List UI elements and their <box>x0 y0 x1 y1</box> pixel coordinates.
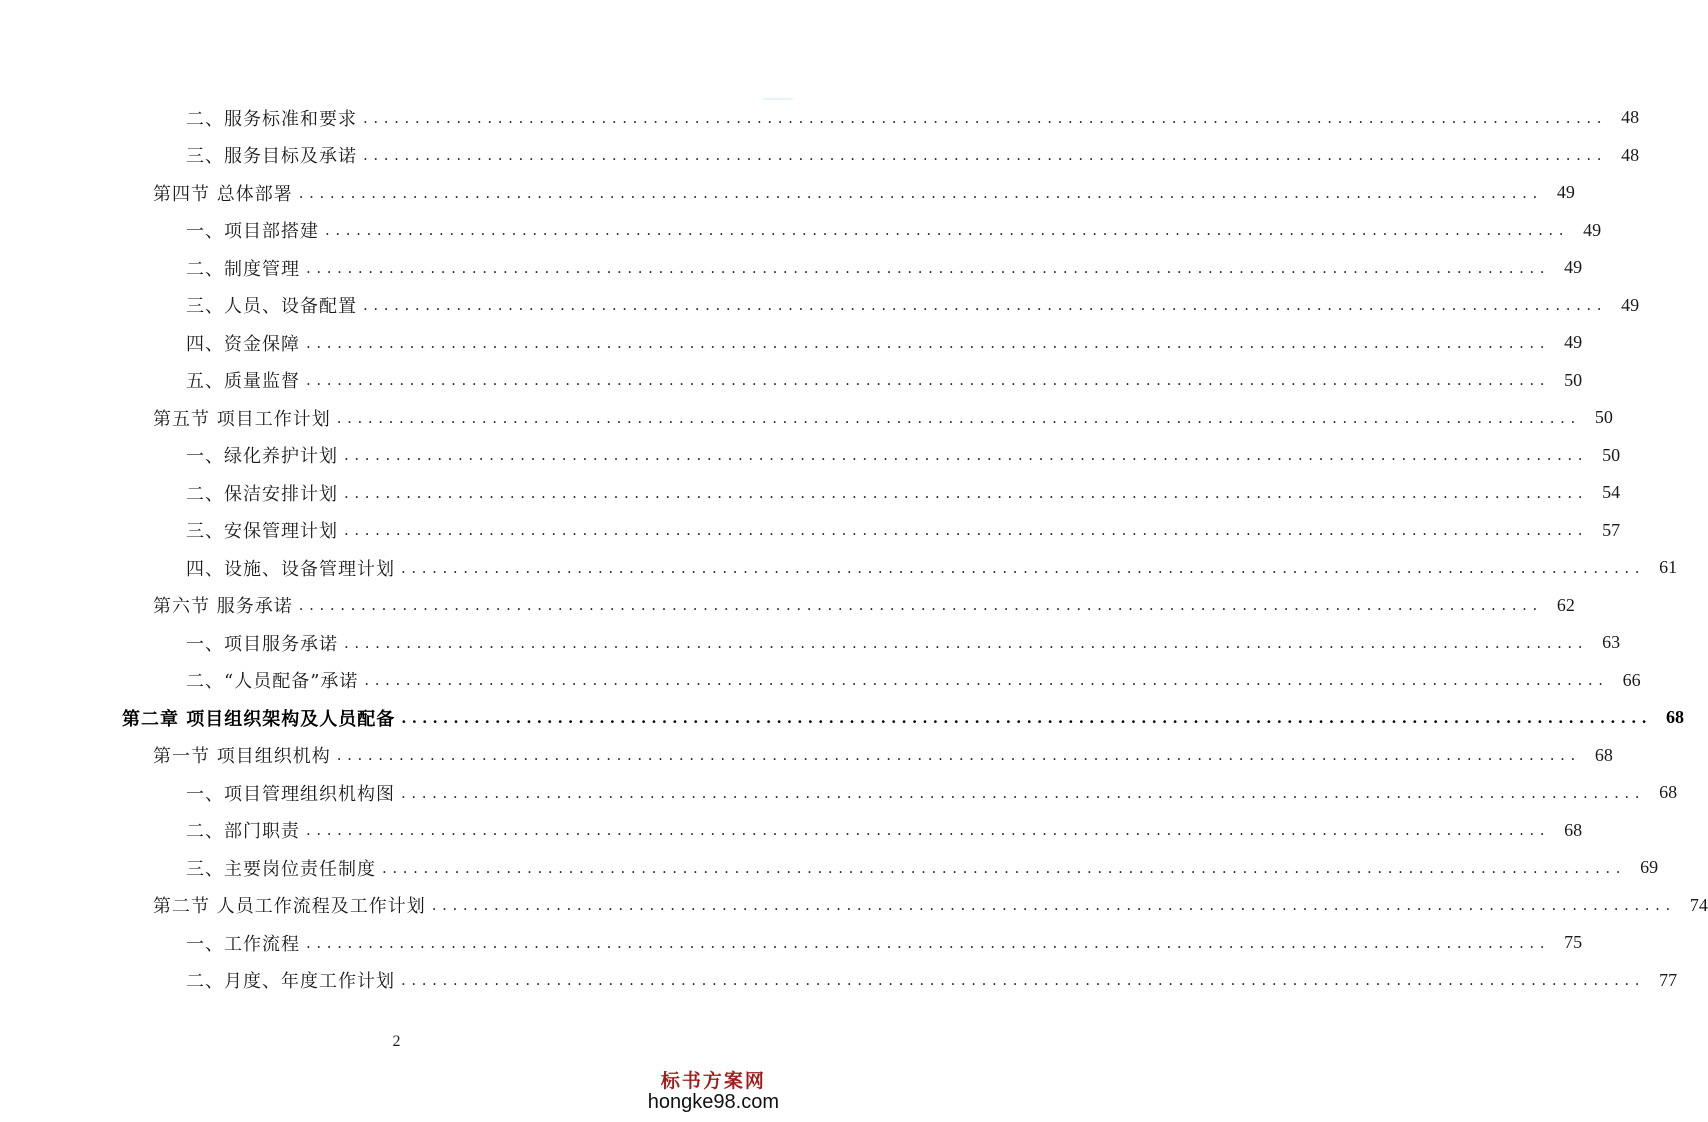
toc-entry-page: 54 <box>1602 482 1621 503</box>
toc-subsection-entry[interactable] <box>0 512 1621 550</box>
toc-subsection-entry[interactable] <box>0 774 1678 812</box>
toc-section-entry[interactable] <box>0 174 1575 212</box>
toc-section-entry[interactable] <box>0 737 1613 775</box>
toc-entry-page: 49 <box>1621 294 1640 315</box>
toc-dot-leader: ........................................................................................................................ <box>363 146 1608 165</box>
toc-entry-label: 三、人员、设备配置 <box>186 296 357 318</box>
toc-subsection-entry[interactable] <box>0 849 1659 887</box>
toc-entry-label: 二、制度管理 <box>186 258 300 280</box>
toc-entry-page: 49 <box>1564 257 1583 278</box>
toc-subsection-entry[interactable] <box>0 962 1678 1000</box>
toc-entry-label: 第四节 总体部署 <box>153 183 293 205</box>
toc-entry-label: 二、“人员配备”承诺 <box>186 671 359 693</box>
toc-entry-label: 三、服务目标及承诺 <box>186 146 357 168</box>
toc-subsection-entry[interactable] <box>0 287 1640 325</box>
toc-entry-page: 74 <box>1689 894 1708 915</box>
toc-dot-leader: ........................................................................................................................ <box>401 783 1646 802</box>
toc-entry-label: 三、安保管理计划 <box>186 521 338 543</box>
toc-chapter-entry[interactable] <box>0 699 1684 737</box>
toc-dot-leader: ........................................................................................................................ <box>344 483 1589 502</box>
toc-dot-leader: ........................................................................................................................ <box>401 558 1646 577</box>
table-of-contents <box>0 99 1708 999</box>
toc-entry-page: 57 <box>1602 519 1621 540</box>
toc-entry-label: 二、保洁安排计划 <box>186 483 338 505</box>
toc-dot-leader: ........................................................................................................................ <box>401 971 1646 990</box>
toc-subsection-entry[interactable] <box>0 662 1641 700</box>
toc-section-entry[interactable] <box>0 887 1708 925</box>
toc-dot-leader: ........................................................................................................................ <box>363 108 1608 127</box>
toc-entry-page: 48 <box>1621 144 1640 165</box>
toc-entry-label: 四、设施、设备管理计划 <box>186 558 395 580</box>
toc-dot-leader: ........................................................................................................................ <box>336 746 1581 765</box>
toc-entry-page: 50 <box>1602 444 1621 465</box>
toc-entry-page: 68 <box>1594 744 1613 765</box>
toc-section-entry[interactable] <box>0 587 1575 625</box>
toc-subsection-entry[interactable] <box>0 549 1678 587</box>
toc-entry-label: 一、项目服务承诺 <box>186 633 338 655</box>
toc-entry-label: 第一节 项目组织机构 <box>153 746 331 768</box>
toc-subsection-entry[interactable] <box>0 812 1583 850</box>
toc-entry-label: 二、月度、年度工作计划 <box>186 971 395 993</box>
toc-dot-leader: ........................................................................................................................ <box>306 258 1551 277</box>
toc-entry-label: 二、部门职责 <box>186 821 300 843</box>
toc-dot-leader: ........................................................................................................................ <box>363 296 1608 315</box>
toc-section-entry[interactable] <box>0 399 1613 437</box>
toc-entry-page: 62 <box>1556 594 1575 615</box>
toc-subsection-entry[interactable] <box>0 437 1621 475</box>
toc-entry-label: 一、项目部搭建 <box>186 221 319 243</box>
toc-subsection-entry[interactable] <box>0 474 1621 512</box>
toc-entry-label: 第二节 人员工作流程及工作计划 <box>153 896 426 918</box>
toc-entry-label: 一、绿化养护计划 <box>186 446 338 468</box>
toc-subsection-entry[interactable] <box>0 924 1583 962</box>
toc-entry-label: 第六节 服务承诺 <box>153 596 293 618</box>
toc-entry-page: 68 <box>1659 782 1678 803</box>
toc-dot-leader: ........................................................................................................................ <box>298 183 1543 202</box>
toc-dot-leader: ........................................................................................................................ <box>344 633 1589 652</box>
toc-entry-page: 68 <box>1665 707 1684 728</box>
toc-dot-leader: ........................................................................................................................ <box>364 671 1609 690</box>
toc-entry-page: 63 <box>1602 632 1621 653</box>
page-number: 2 <box>392 1033 401 1050</box>
toc-entry-label: 五、质量监督 <box>186 371 300 393</box>
toc-entry-label: 二、服务标准和要求 <box>186 108 357 130</box>
toc-entry-label: 一、工作流程 <box>186 933 300 955</box>
toc-entry-page: 77 <box>1659 969 1678 990</box>
toc-entry-label: 四、资金保障 <box>186 333 300 355</box>
toc-subsection-entry[interactable] <box>0 249 1583 287</box>
toc-entry-page: 49 <box>1564 332 1583 353</box>
toc-subsection-entry[interactable] <box>0 624 1621 662</box>
toc-entry-page: 75 <box>1564 932 1583 953</box>
toc-entry-label: 第二章 项目组织架构及人员配备 <box>122 708 396 730</box>
toc-entry-page: 61 <box>1659 557 1678 578</box>
toc-entry-label: 三、主要岗位责任制度 <box>186 858 376 880</box>
toc-dot-leader: ........................................................................................................................ <box>336 408 1581 427</box>
toc-subsection-entry[interactable] <box>0 212 1602 250</box>
toc-dot-leader: ........................................................................................................................ <box>344 446 1589 465</box>
toc-dot-leader: ........................................................................................................................ <box>306 333 1551 352</box>
watermark-domain: hongke98.com <box>647 1091 779 1113</box>
toc-subsection-entry[interactable] <box>0 137 1640 175</box>
toc-entry-page: 50 <box>1594 407 1613 428</box>
toc-dot-leader: ........................................................................................................................ <box>306 821 1551 840</box>
watermark <box>648 1066 779 1114</box>
toc-subsection-entry[interactable] <box>0 324 1583 362</box>
toc-dot-leader: ........................................................................................................................ <box>325 221 1570 240</box>
toc-dot-leader: ........................................................................................................................ <box>344 521 1589 540</box>
toc-dot-leader: ........................................................................................................................ <box>306 371 1551 390</box>
toc-entry-page: 66 <box>1622 669 1641 690</box>
toc-entry-label: 一、项目管理组织机构图 <box>186 783 395 805</box>
toc-subsection-entry[interactable] <box>0 99 1640 137</box>
toc-entry-label: 第五节 项目工作计划 <box>153 408 331 430</box>
toc-entry-page: 48 <box>1621 107 1640 128</box>
toc-entry-page: 49 <box>1556 182 1575 203</box>
toc-dot-leader: ........................................................................................................................ <box>401 708 1652 727</box>
toc-entry-page: 69 <box>1640 857 1659 878</box>
watermark-title: 标书方案网 <box>660 1070 766 1092</box>
toc-dot-leader: ........................................................................................................................ <box>298 596 1543 615</box>
toc-entry-page: 49 <box>1583 219 1602 240</box>
toc-subsection-entry[interactable] <box>0 362 1583 400</box>
toc-entry-page: 68 <box>1564 819 1583 840</box>
toc-entry-page: 50 <box>1564 369 1583 390</box>
toc-dot-leader: ........................................................................................................................ <box>382 858 1627 877</box>
toc-dot-leader: ........................................................................................................................ <box>306 933 1551 952</box>
toc-dot-leader: ........................................................................................................................ <box>431 896 1676 915</box>
